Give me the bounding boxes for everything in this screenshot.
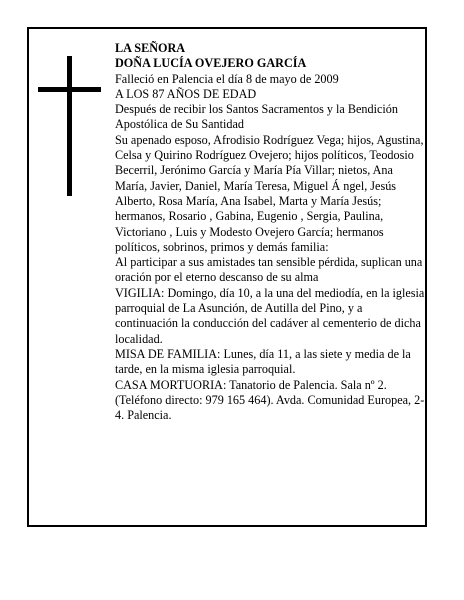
death-date: Falleció en Palencia el día 8 de mayo de 2009 (115, 71, 339, 86)
mass-details: MISA DE FAMILIA: Lunes, día 11, a las siete y media de la tarde, en la misma iglesia parroquial. (115, 346, 411, 377)
cross-vertical-bar (67, 56, 72, 196)
deceased-title: LA SEÑORA (115, 41, 186, 55)
obituary-notice (27, 27, 427, 527)
prayer-request: Al participar a sus amistades tan sensible pérdida, suplican una oración por el eterno descanso de su alma (115, 255, 423, 285)
family-paragraph: Su apenado esposo, Afrodisio Rodríguez Vega; hijos, Agustina, Celsa y Quirino Rodríguez Ovejero; hijos políticos, Teodosio Becerril, Jerónimo García y María Pía Villar; nietos, Ana María, Javier, Daniel, María Teresa, Miguel Á ngel, Jesús Alberto, Rosa María, Ana Isabel, Marta y María Jesús; hermanos, Rosario , Gabina, Eugenio , Sergia, Paulina, Victoriano , Luis y Modesto Ovejero García; hermanos políticos, sobrinos, primos y demás familia: (115, 132, 424, 254)
sacraments-paragraph: Después de recibir los Santos Sacramentos y la Bendición Apostólica de Su Santidad (115, 102, 398, 132)
obituary-text (115, 41, 425, 423)
deceased-name: DOÑA LUCÍA OVEJERO GARCÍA (115, 56, 307, 71)
age-at-death: A LOS 87 AÑOS DE EDAD (115, 86, 257, 101)
cross-horizontal-bar (38, 87, 101, 92)
funeral-home-details: CASA MORTUORIA: Tanatorio de Palencia. Sala nº 2. (Teléfono directo: 979 165 464). Avda. Comunidad Europea, 2-4. Palencia. (115, 377, 425, 423)
vigil-details: VIGILIA: Domingo, día 10, a la una del mediodía, en la iglesia parroquial de La Asunción, de Autilla del Pino, y a continuación la conducción del cadáver al cementerio de dicha localidad. (115, 285, 425, 346)
